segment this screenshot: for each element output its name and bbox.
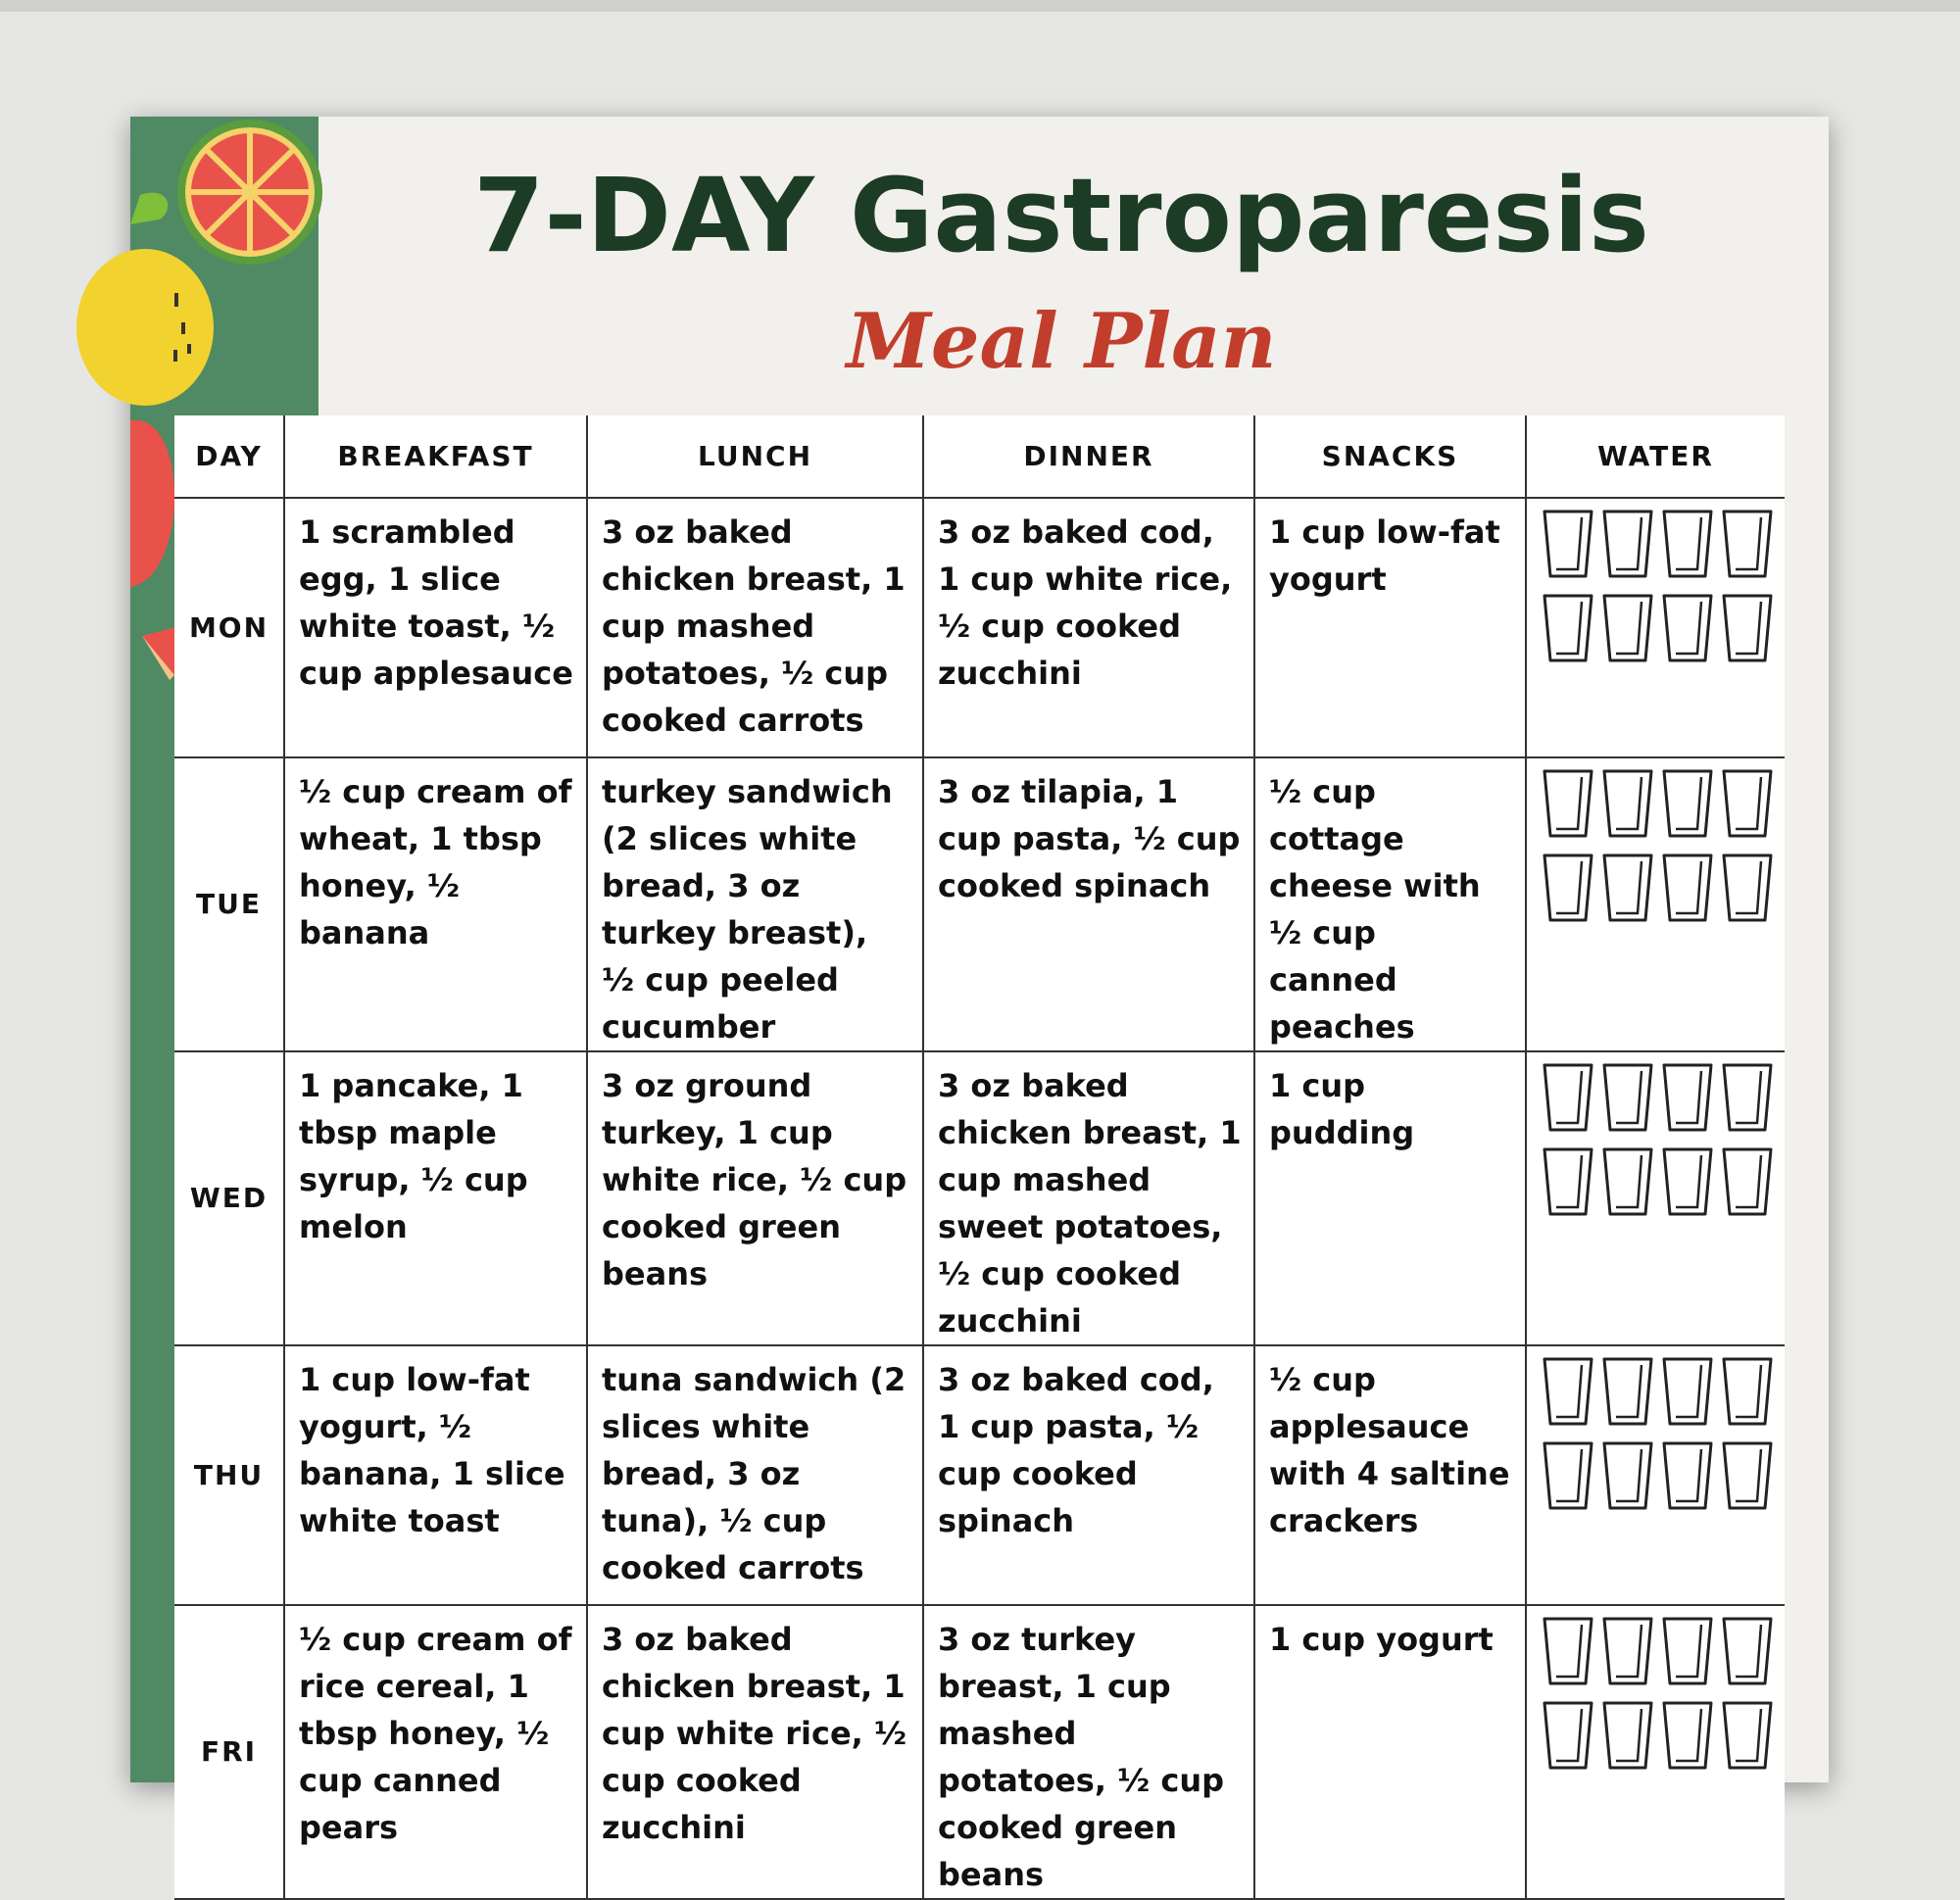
table-row bbox=[174, 1605, 1785, 1899]
header-dinner: DINNER bbox=[923, 415, 1254, 498]
breakfast-cell: 1 scrambled egg, 1 slice white toast, ½ cup applesauce bbox=[284, 498, 587, 757]
water-glasses bbox=[1541, 1062, 1773, 1217]
water-cell bbox=[1526, 1051, 1785, 1345]
header-day: DAY bbox=[174, 415, 284, 498]
empty-glass-icon[interactable] bbox=[1600, 1700, 1655, 1771]
header-water: WATER bbox=[1526, 415, 1785, 498]
empty-glass-icon[interactable] bbox=[1660, 768, 1715, 839]
empty-glass-icon[interactable] bbox=[1541, 1440, 1595, 1511]
apple-icon bbox=[130, 420, 174, 587]
page-subtitle: Meal Plan bbox=[846, 297, 1277, 386]
empty-glass-icon[interactable] bbox=[1720, 853, 1775, 923]
water-glasses bbox=[1541, 1356, 1773, 1511]
empty-glass-icon[interactable] bbox=[1541, 1356, 1595, 1427]
dinner-cell: 3 oz baked cod, 1 cup pasta, ½ cup cooked spinach bbox=[923, 1345, 1254, 1605]
day-cell: TUE bbox=[174, 757, 284, 1051]
grapefruit-icon bbox=[177, 120, 322, 265]
snacks-cell: ½ cup applesauce with 4 saltine crackers bbox=[1254, 1345, 1526, 1605]
day-cell: THU bbox=[174, 1345, 284, 1605]
dinner-cell: 3 oz baked cod, 1 cup white rice, ½ cup cooked zucchini bbox=[923, 498, 1254, 757]
water-glasses bbox=[1541, 1616, 1773, 1771]
table-row bbox=[174, 1345, 1785, 1605]
day-cell: WED bbox=[174, 1051, 284, 1345]
empty-glass-icon[interactable] bbox=[1541, 1616, 1595, 1686]
lunch-cell: tuna sandwich (2 slices white bread, 3 oz tuna), ½ cup cooked carrots bbox=[587, 1345, 923, 1605]
empty-glass-icon[interactable] bbox=[1600, 853, 1655, 923]
empty-glass-icon[interactable] bbox=[1720, 509, 1775, 579]
table-row bbox=[174, 498, 1785, 757]
empty-glass-icon[interactable] bbox=[1720, 1062, 1775, 1133]
empty-glass-icon[interactable] bbox=[1720, 593, 1775, 663]
empty-glass-icon[interactable] bbox=[1541, 1146, 1595, 1217]
lunch-cell: turkey sandwich (2 slices white bread, 3 oz turkey breast), ½ cup peeled cucumber bbox=[587, 757, 923, 1051]
empty-glass-icon[interactable] bbox=[1720, 1616, 1775, 1686]
breakfast-cell: 1 pancake, 1 tbsp maple syrup, ½ cup melon bbox=[284, 1051, 587, 1345]
snacks-cell: ½ cup cottage cheese with ½ cup canned peaches bbox=[1254, 757, 1526, 1051]
empty-glass-icon[interactable] bbox=[1660, 1356, 1715, 1427]
header-lunch: LUNCH bbox=[587, 415, 923, 498]
day-cell: FRI bbox=[174, 1605, 284, 1899]
breakfast-cell: ½ cup cream of wheat, 1 tbsp honey, ½ banana bbox=[284, 757, 587, 1051]
empty-glass-icon[interactable] bbox=[1600, 768, 1655, 839]
empty-glass-icon[interactable] bbox=[1541, 593, 1595, 663]
header-breakfast: BREAKFAST bbox=[284, 415, 587, 498]
top-strip bbox=[0, 0, 1960, 12]
snacks-cell: 1 cup low-fat yogurt bbox=[1254, 498, 1526, 757]
empty-glass-icon[interactable] bbox=[1600, 593, 1655, 663]
empty-glass-icon[interactable] bbox=[1541, 1062, 1595, 1133]
empty-glass-icon[interactable] bbox=[1720, 1700, 1775, 1771]
breakfast-cell: 1 cup low-fat yogurt, ½ banana, 1 slice white toast bbox=[284, 1345, 587, 1605]
dinner-cell: 3 oz tilapia, 1 cup pasta, ½ cup cooked spinach bbox=[923, 757, 1254, 1051]
empty-glass-icon[interactable] bbox=[1600, 1440, 1655, 1511]
empty-glass-icon[interactable] bbox=[1600, 1062, 1655, 1133]
empty-glass-icon[interactable] bbox=[1660, 853, 1715, 923]
empty-glass-icon[interactable] bbox=[1600, 1146, 1655, 1217]
snacks-cell: 1 cup pudding bbox=[1254, 1051, 1526, 1345]
water-cell bbox=[1526, 498, 1785, 757]
empty-glass-icon[interactable] bbox=[1720, 768, 1775, 839]
snacks-cell: 1 cup yogurt bbox=[1254, 1605, 1526, 1899]
empty-glass-icon[interactable] bbox=[1600, 1616, 1655, 1686]
empty-glass-icon[interactable] bbox=[1660, 1616, 1715, 1686]
lunch-cell: 3 oz baked chicken breast, 1 cup mashed potatoes, ½ cup cooked carrots bbox=[587, 498, 923, 757]
table-row bbox=[174, 1051, 1785, 1345]
dinner-cell: 3 oz turkey breast, 1 cup mashed potatoes, ½ cup cooked green beans bbox=[923, 1605, 1254, 1899]
empty-glass-icon[interactable] bbox=[1720, 1356, 1775, 1427]
page-title: 7-DAY Gastroparesis bbox=[473, 156, 1649, 275]
empty-glass-icon[interactable] bbox=[1660, 1700, 1715, 1771]
empty-glass-icon[interactable] bbox=[1660, 1062, 1715, 1133]
meal-plan-sheet bbox=[130, 117, 1829, 1893]
empty-glass-icon[interactable] bbox=[1720, 1146, 1775, 1217]
header-snacks: SNACKS bbox=[1254, 415, 1526, 498]
empty-glass-icon[interactable] bbox=[1541, 509, 1595, 579]
water-cell bbox=[1526, 757, 1785, 1051]
day-cell: MON bbox=[174, 498, 284, 757]
water-cell bbox=[1526, 1605, 1785, 1899]
lunch-cell: 3 oz ground turkey, 1 cup white rice, ½ cup cooked green beans bbox=[587, 1051, 923, 1345]
empty-glass-icon[interactable] bbox=[1541, 768, 1595, 839]
empty-glass-icon[interactable] bbox=[1660, 593, 1715, 663]
dinner-cell: 3 oz baked chicken breast, 1 cup mashed sweet potatoes, ½ cup cooked zucchini bbox=[923, 1051, 1254, 1345]
empty-glass-icon[interactable] bbox=[1600, 1356, 1655, 1427]
empty-glass-icon[interactable] bbox=[1541, 853, 1595, 923]
breakfast-cell: ½ cup cream of rice cereal, 1 tbsp honey, ½ cup canned pears bbox=[284, 1605, 587, 1899]
lunch-cell: 3 oz baked chicken breast, 1 cup white rice, ½ cup cooked zucchini bbox=[587, 1605, 923, 1899]
empty-glass-icon[interactable] bbox=[1541, 1700, 1595, 1771]
meal-plan-table bbox=[174, 415, 1785, 1900]
empty-glass-icon[interactable] bbox=[1660, 509, 1715, 579]
table-row bbox=[174, 757, 1785, 1051]
empty-glass-icon[interactable] bbox=[1660, 1146, 1715, 1217]
water-cell bbox=[1526, 1345, 1785, 1605]
table-header-row bbox=[174, 415, 1785, 498]
lemon-leaf-icon bbox=[130, 193, 168, 224]
water-glasses bbox=[1541, 768, 1773, 923]
water-glasses bbox=[1541, 509, 1773, 663]
empty-glass-icon[interactable] bbox=[1600, 509, 1655, 579]
empty-glass-icon[interactable] bbox=[1660, 1440, 1715, 1511]
empty-glass-icon[interactable] bbox=[1720, 1440, 1775, 1511]
